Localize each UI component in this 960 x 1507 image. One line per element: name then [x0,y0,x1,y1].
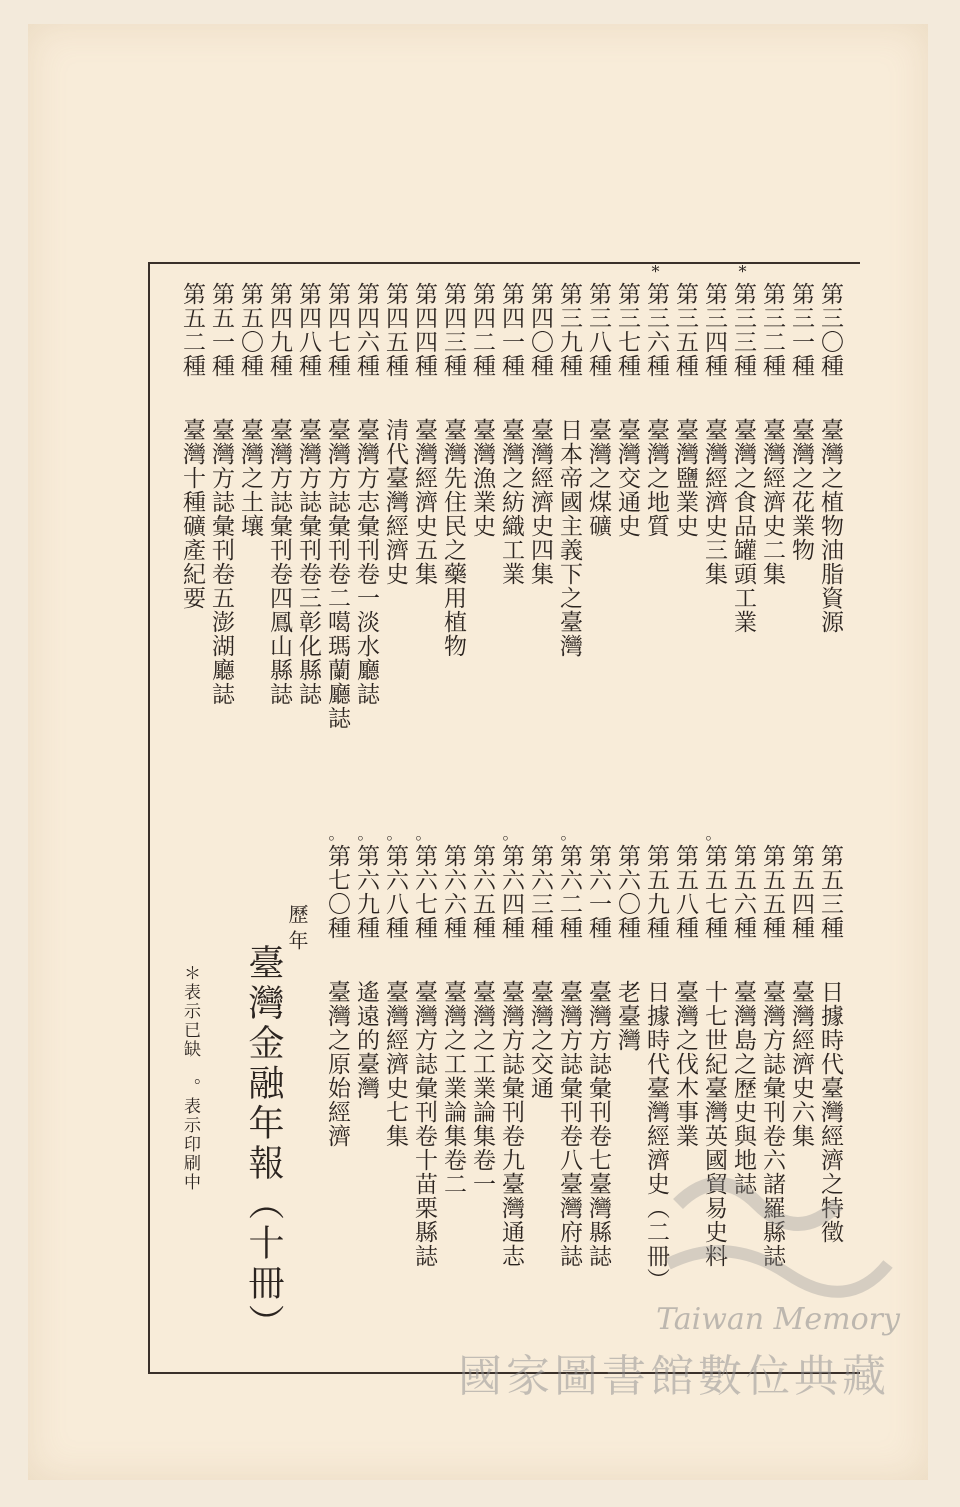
entry-title: 臺灣漁業史 [469,418,495,538]
entry-number: 第四〇種 [527,282,553,378]
entry-title: 臺灣方誌彙刊卷七臺灣縣誌 [585,980,611,1268]
series-entry [583,844,612,1292]
entry-number: 第六〇種 [614,844,640,940]
series-entry [815,282,844,730]
entry-number: 第四三種 [440,282,466,378]
entry-title: 臺灣島之歷史與地誌 [730,980,756,1196]
entry-title: 遙遠的臺灣 [353,980,379,1100]
entry-number: 第六五種 [469,844,495,940]
entry-number: 第六九種 [353,844,379,940]
entry-title: 臺灣經濟史六集 [788,980,814,1148]
entry-number: 第三八種 [585,282,611,378]
series-entry [554,824,583,1292]
entry-number: 第三二種 [759,282,785,378]
frame-top-rule [148,262,860,264]
series-entry [728,262,757,730]
entry-title: 日本帝國主義下之臺灣 [556,418,582,658]
entry-number: 第五三種 [817,844,843,940]
series-entry [554,282,583,730]
entry-title: 臺灣方誌彙刊卷八臺灣府誌 [556,980,582,1268]
entry-title: 臺灣方誌彙刊卷五澎湖廳誌 [208,418,234,706]
entry-title: 臺灣經濟史七集 [382,980,408,1148]
entry-status-mark: 。 [328,824,345,843]
series-entry [525,282,554,730]
entry-number: 第四七種 [324,282,350,378]
series-entry [409,282,438,730]
entry-title: 臺灣之工業論集卷二 [440,980,466,1196]
legend-note: ＊表示已缺 。表示印刷中 [180,964,200,1192]
taiwan-memory-logo [638,1144,918,1344]
series-entry [438,282,467,730]
page [28,24,928,1480]
entry-number: 第七〇種 [324,844,350,940]
entry-title: 臺灣之植物油脂資源 [817,418,843,634]
entry-title: 臺灣經濟史四集 [527,418,553,586]
entry-title: 臺灣方誌彙刊卷四鳳山縣誌 [266,418,292,706]
entry-number: 第三三種 [730,282,756,378]
entry-number: 第六一種 [585,844,611,940]
entry-title: 臺灣經濟史五集 [411,418,437,586]
entry-title: 臺灣之地質 [643,418,669,538]
entry-title: 臺灣之交通 [527,980,553,1100]
entry-title: 臺灣經濟史三集 [701,418,727,586]
entry-title: 老臺灣 [614,980,640,1052]
entry-number: 第五五種 [759,844,785,940]
entry-title: 臺灣方誌彙刊卷九臺灣通志 [498,980,524,1268]
entry-status-mark: 。 [560,824,577,843]
entry-title: 日據時代臺灣經濟之特徵 [817,980,843,1244]
entry-number: 第四一種 [498,282,524,378]
entry-title: 臺灣之原始經濟 [324,980,350,1148]
entry-title: 十七世紀臺灣英國貿易史料 [701,980,727,1268]
entry-title: 清代臺灣經濟史 [382,418,408,586]
entry-title: 臺灣經濟史二集 [759,418,785,586]
entry-title: 臺灣方誌彙刊卷三彰化縣誌 [295,418,321,706]
entry-number: 第五〇種 [237,282,263,378]
entry-number: 第三五種 [672,282,698,378]
entry-title: 臺灣之伐木事業 [672,980,698,1148]
entry-title: 臺灣之紡織工業 [498,418,524,586]
entry-title: 臺灣方志彙刊卷一淡水廳誌 [353,418,379,706]
entry-title: 日據時代臺灣經濟史（二冊） [643,980,669,1292]
entry-title: 臺灣方誌彙刊卷二噶瑪蘭廳誌 [324,418,350,730]
entry-number: 第三九種 [556,282,582,378]
entry-number: 第六六種 [440,844,466,940]
entry-title: 臺灣之土壤 [237,418,263,538]
series-entry [322,282,351,730]
center-title-main: 臺灣金融年報（十冊） [243,944,284,1344]
entry-number: 第五八種 [672,844,698,940]
entry-title: 臺灣鹽業史 [672,418,698,538]
entry-number: 第六三種 [527,844,553,940]
series-entry [177,282,206,730]
entry-status-mark: 。 [705,824,722,843]
series-entry [467,282,496,730]
series-entry [496,824,525,1292]
entry-number: 第三一種 [788,282,814,378]
entry-title: 臺灣交通史 [614,418,640,538]
entry-number: 第五九種 [643,844,669,940]
entry-status-mark: * [651,262,660,281]
series-entry [351,824,380,1292]
entry-number: 第三七種 [614,282,640,378]
entry-status-mark: 。 [357,824,374,843]
series-entry [641,262,670,730]
entry-number: 第六四種 [498,844,524,940]
entry-number: 第四八種 [295,282,321,378]
entry-number: 第五七種 [701,844,727,940]
series-entry [612,844,641,1292]
entry-number: 第三四種 [701,282,727,378]
series-entry [438,844,467,1292]
series-entry [206,282,235,730]
series-entry [380,824,409,1292]
library-watermark: 國家圖書館數位典藏 [458,1351,890,1402]
entry-number: 第三〇種 [817,282,843,378]
entry-number: 第四二種 [469,282,495,378]
entry-number: 第五四種 [788,844,814,940]
series-entry [322,824,351,1292]
series-entry [409,824,438,1292]
center-title [238,904,312,1344]
entry-title: 臺灣方誌彙刊卷六諸羅縣誌 [759,980,785,1268]
entry-status-mark: 。 [415,824,432,843]
series-entry [612,282,641,730]
entry-status-mark: 。 [502,824,519,843]
entry-status-mark: 。 [386,824,403,843]
series-entry [583,282,612,730]
entry-title: 臺灣之花業物 [788,418,814,562]
series-entry [380,282,409,730]
entry-title: 臺灣之煤礦 [585,418,611,538]
entry-title: 臺灣之食品罐頭工業 [730,418,756,634]
series-entry [699,282,728,730]
entry-number: 第五一種 [208,282,234,378]
entry-title: 臺灣十種礦產紀要 [179,418,205,610]
series-entry [496,282,525,730]
entry-number: 第六七種 [411,844,437,940]
series-entry [670,282,699,730]
series-entry [467,844,496,1292]
series-entry [264,282,293,730]
entry-number: 第五六種 [730,844,756,940]
watermark-brand-text: Taiwan Memory [656,1302,900,1337]
series-entry [351,282,380,730]
entry-number: 第六八種 [382,844,408,940]
entry-number: 第四四種 [411,282,437,378]
entry-number: 第四九種 [266,282,292,378]
series-entry [786,282,815,730]
top-series-list [132,262,844,730]
entry-title: 臺灣之工業論集卷一 [469,980,495,1196]
series-entry [757,282,786,730]
entry-status-mark: * [738,262,747,281]
entry-number: 第五二種 [179,282,205,378]
entry-number: 第四六種 [353,282,379,378]
center-title-prefix: 歷年 [285,904,309,956]
entry-number: 第六二種 [556,844,582,940]
series-entry [235,282,264,730]
entry-title: 臺灣先住民之藥用植物 [440,418,466,658]
entry-number: 第三六種 [643,282,669,378]
entry-title: 臺灣方誌彙刊卷十苗栗縣誌 [411,980,437,1268]
series-entry [293,282,322,730]
entry-number: 第四五種 [382,282,408,378]
series-entry [525,844,554,1292]
